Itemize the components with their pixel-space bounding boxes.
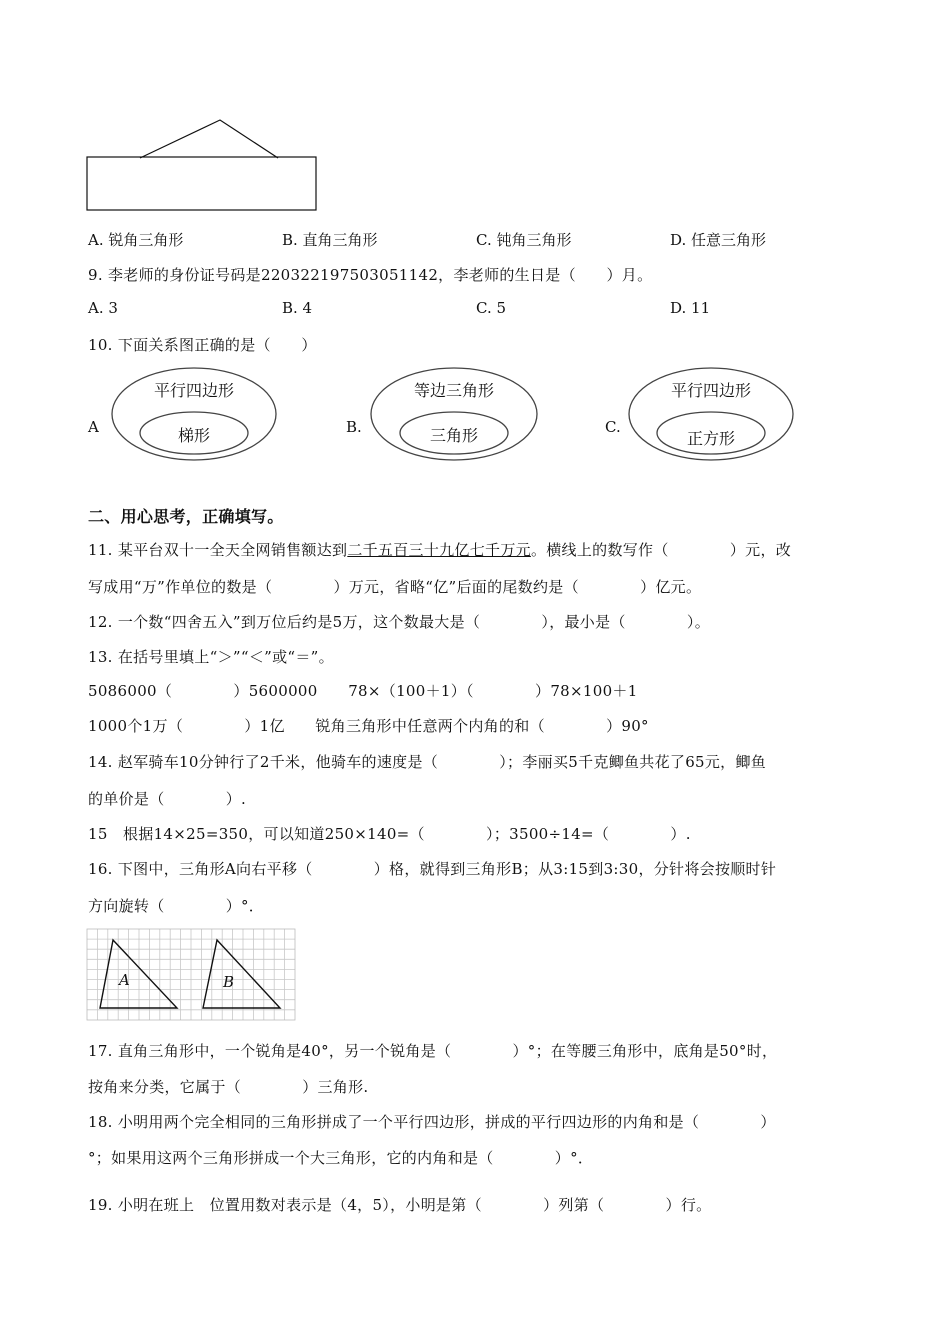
q13-row-1: 5086000（ ）5600000 78×（100＋1）（ ）78×100＋1: [88, 682, 638, 700]
q10-letter-c[interactable]: C.: [605, 418, 621, 436]
q9-text: 9. 李老师的身份证号码是220322197503051142，李老师的生日是（ ）月。: [88, 266, 653, 284]
q16-line-2: 方向旋转（ ）°．: [88, 897, 265, 915]
q19-text: 19. 小明在班上 位置用数对表示是（4，5），小明是第（ ）列第（ ）行。: [88, 1196, 712, 1214]
q11-prefix: 11. 某平台双十一全天全网销售额达到: [88, 541, 348, 559]
q8-option-d[interactable]: D. 任意三角形: [670, 231, 767, 249]
q16-grid-figure: [86, 928, 298, 1023]
q8-rectangle: [87, 157, 316, 210]
q14-line-2: 的单价是（ ）.: [88, 790, 247, 808]
q8-figure: [80, 112, 330, 217]
q10-text: 10. 下面关系图正确的是（ ）: [88, 336, 317, 354]
q8-option-a[interactable]: A. 锐角三角形: [88, 231, 184, 249]
q9-option-d[interactable]: D. 11: [670, 299, 711, 317]
q11-underlined-amount: 二千五百三十九亿七千万元: [347, 541, 531, 559]
q10-a-inner-label: 梯形: [177, 426, 210, 445]
q10-letter-a[interactable]: A: [88, 418, 99, 436]
q11-line-2: 写成用“万”作单位的数是（ ）万元，省略“亿”后面的尾数约是（ ）亿元。: [88, 578, 702, 596]
q8-option-c[interactable]: C. 钝角三角形: [476, 231, 572, 249]
q17-line-2: 按角来分类，它属于（ ）三角形.: [88, 1078, 369, 1096]
section-2-title: 二、用心思考，正确填写。: [88, 507, 284, 526]
q13-row-2: 1000个1万（ ）1亿 锐角三角形中任意两个内角的和（ ）90°: [88, 717, 649, 735]
q10-b-outer-label: 等边三角形: [413, 381, 494, 400]
q8-option-b[interactable]: B. 直角三角形: [282, 231, 378, 249]
q10-c-inner-label: 正方形: [686, 429, 735, 448]
triangle-b-label: B: [223, 973, 235, 991]
q18-line-1: 18. 小明用两个完全相同的三角形拼成了一个平行四边形，拼成的平行四边形的内角和是（ ）: [88, 1113, 776, 1131]
q17-line-1: 17. 直角三角形中，一个锐角是40°，另一个锐角是（ ）°；在等腰三角形中，底角是50°时，: [88, 1042, 778, 1060]
q15-text: 15 根据14×25=350，可以知道250×140=（ ）；3500÷14=（ ）.: [88, 825, 691, 843]
q10-a-outer-label: 平行四边形: [153, 381, 234, 400]
q10-b-inner-label: 三角形: [429, 426, 478, 445]
triangle-b: [203, 940, 280, 1008]
q9-option-c[interactable]: C. 5: [476, 299, 507, 317]
q12-text: 12. 一个数“四舍五入”到万位后约是5万，这个数最大是（ ），最小是（ ）。: [88, 613, 711, 631]
q10-letter-b[interactable]: B.: [346, 418, 362, 436]
triangle-a: [100, 940, 177, 1008]
q13-text: 13. 在括号里填上“＞”“＜”或“＝”。: [88, 648, 334, 666]
q14-line-1: 14. 赵军骑车10分钟行了2千米，他骑车的速度是（ ）；李丽买5千克鲫鱼共花了65元，鲫鱼: [88, 753, 767, 771]
q10-c-outer-label: 平行四边形: [670, 381, 751, 400]
q18-line-2: °；如果用这两个三角形拼成一个大三角形，它的内角和是（ ）°．: [88, 1149, 594, 1167]
q9-option-b[interactable]: B. 4: [282, 299, 313, 317]
triangle-a-label: A: [119, 971, 130, 989]
q16-line-1: 16. 下图中，三角形A向右平移（ ）格，就得到三角形B；从3:15到3:30，分针将会按顺时针: [88, 860, 777, 878]
q8-triangle-top: [140, 120, 278, 158]
q11-line-1: [88, 539, 791, 560]
q9-option-a[interactable]: A. 3: [88, 299, 118, 317]
q11-suffix: 。横线上的数写作（ ）元，改: [530, 541, 792, 559]
